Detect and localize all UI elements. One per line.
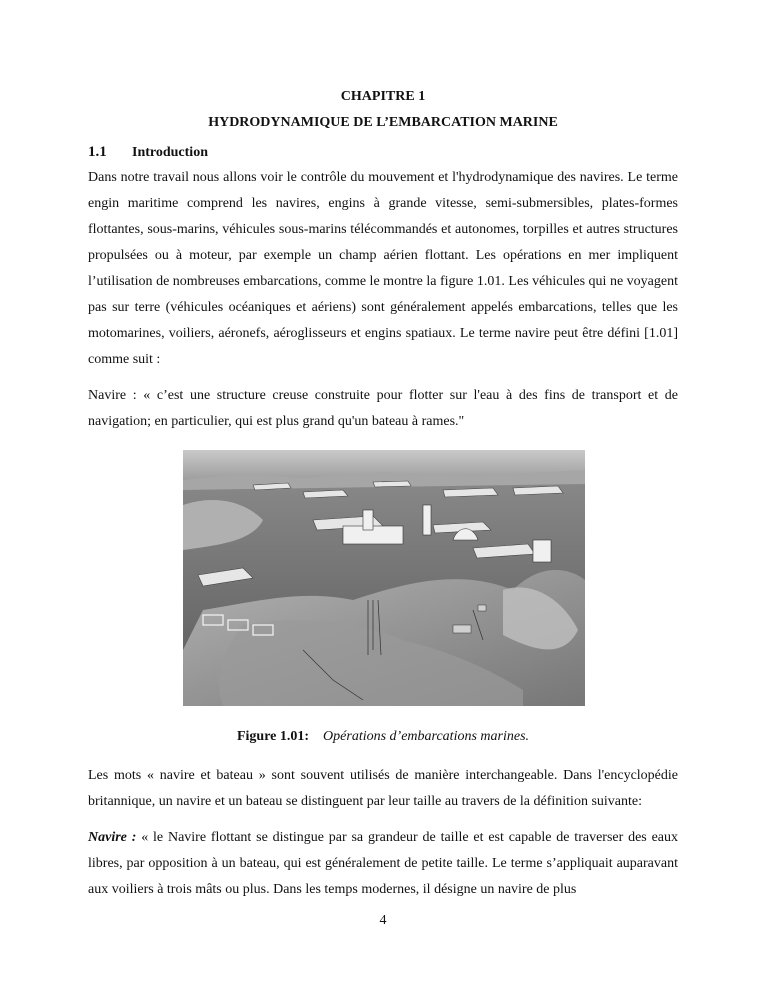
chapter-label: CHAPITRE 1 — [340, 89, 426, 104]
figure-caption-text: Opérations d’embarcations marines. — [323, 729, 530, 744]
page-number: 4 — [379, 913, 387, 928]
section-number: 1.1 — [88, 144, 107, 160]
figure-label: Figure 1.01: — [236, 729, 310, 744]
navire-definition-text: « le Navire flottant se distingue par sa grandeur de taille et est capable de traverser des eaux libres, par opposition à un bateau, qui est généralement de petite taille. Le terme s’appliquait auparavant aux voiliers à trois mâts ou plus. Dans les temps modernes, il désigne un navire de plus — [88, 830, 679, 897]
definition-paragraph: Navire : « c’est une structure creuse construite pour flotter sur l'eau à des fins de transport et de navigation; en particulier, qui est plus grand qu'un bateau à rames." — [88, 388, 678, 429]
document-page — [88, 0, 678, 990]
marine-operations-figure — [183, 450, 585, 706]
navire-term: Navire : — [88, 830, 137, 845]
navire-definition-paragraph — [88, 825, 678, 903]
section-title: Introduction — [132, 145, 208, 160]
marine-operations-illustration — [183, 450, 585, 706]
figure-caption — [88, 728, 678, 746]
section-heading — [88, 142, 678, 163]
intro-paragraph: Dans notre travail nous allons voir le contrôle du mouvement et l'hydrodynamique des navires. Le terme engin maritime comprend les navires, engins à grande vitesse, semi-submersibles, plates-formes flottantes, sous-marins, véhicules sous-marins télécommandés et autonomes, torpilles et autres structures propulsées ou à moteur, par exemple un champ aérien flottant. Les opérations en mer impliquent l’utilisation de nombreuses embarcations, comme le montre la figure 1.01. Les véhicules qui ne voyagent pas sur terre (véhicules océaniques et aériens) sont généralement appelés embarcations, telles que les motomarines, voiliers, aéronefs, aéroglisseurs et engins spatiaux. Le terme navire peut être défini [1.01] comme suit : — [88, 170, 678, 367]
usage-paragraph: Les mots « navire et bateau » sont souvent utilisés de manière interchangeable. Dans l'encyclopédie britannique, un navire et un bateau se distinguent par leur taille au travers de la définition suivante: — [88, 768, 678, 809]
chapter-title: HYDRODYNAMIQUE DE L’EMBARCATION MARINE — [208, 115, 558, 130]
